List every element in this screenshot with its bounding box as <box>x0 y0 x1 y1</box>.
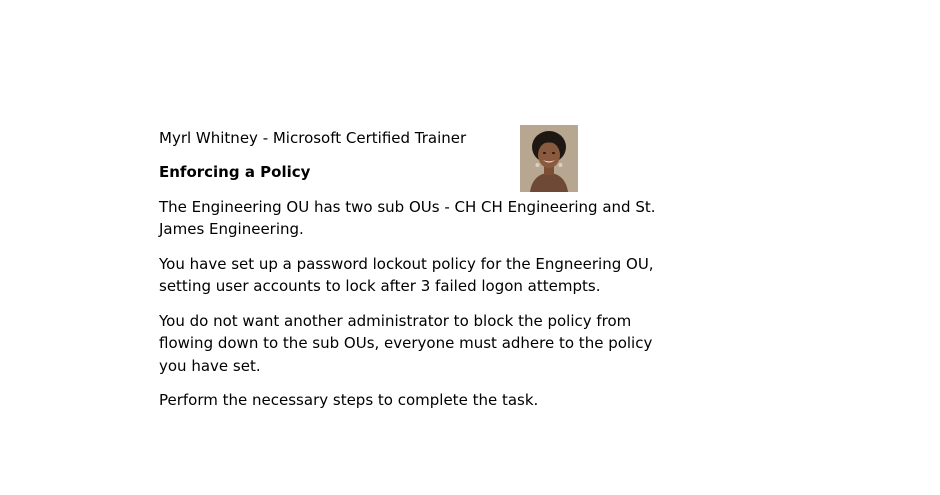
author-line: Myrl Whitney - Microsoft Certified Trainer <box>159 129 467 147</box>
paragraph-1: The Engineering OU has two sub OUs - CH CH Engineering and St. James Engineering. <box>159 197 656 238</box>
paragraph-2: You have set up a password lockout policy for the Engneering OU, setting user accounts to lock after 3 failed logon attempts. <box>159 254 654 295</box>
document-title: Enforcing a Policy <box>159 163 311 181</box>
portrait-icon <box>520 125 578 192</box>
paragraph-3: You do not want another administrator to block the policy from flowing down to the sub OUs, everyone must adhere to the policy you have set. <box>159 311 653 375</box>
trainer-portrait-photo <box>520 125 578 192</box>
document-body <box>159 127 679 424</box>
paragraph-4: Perform the necessary steps to complete the task. <box>159 391 539 409</box>
